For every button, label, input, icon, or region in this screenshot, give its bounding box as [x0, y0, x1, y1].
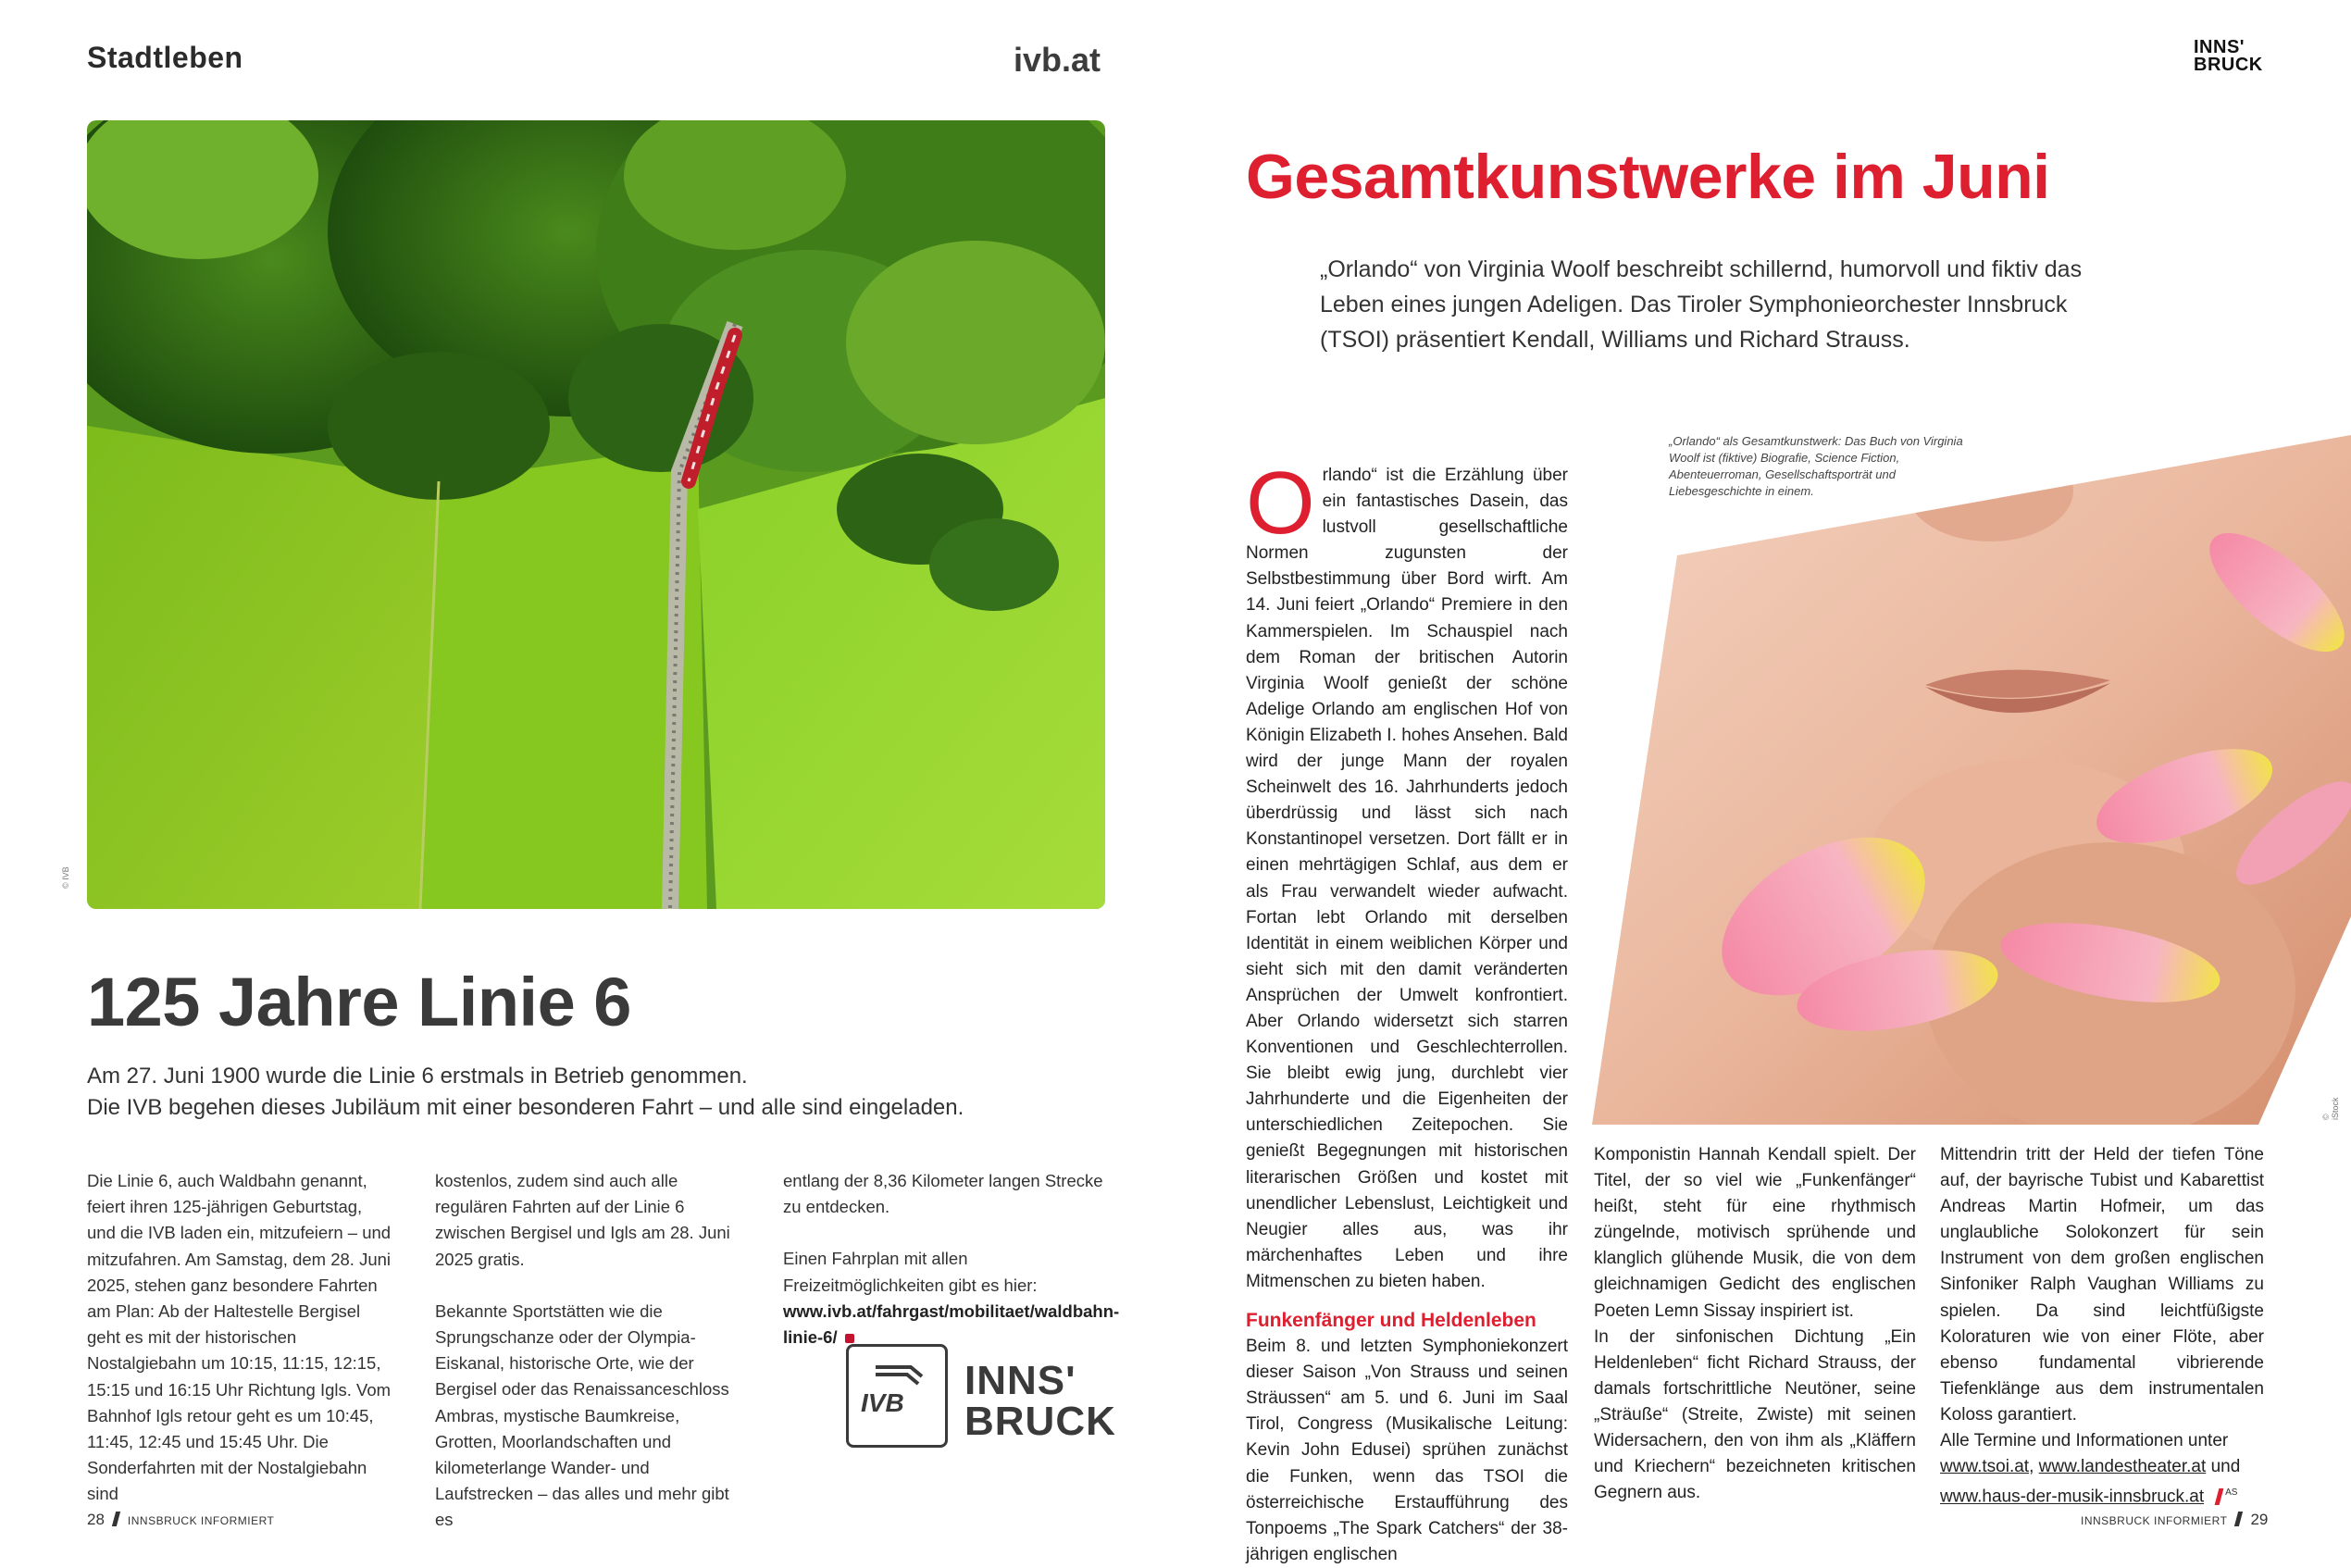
drop-cap: O	[1246, 454, 1315, 553]
left-column-2	[435, 1168, 740, 1534]
photo-credit-right: © iStock	[2321, 1097, 2340, 1120]
page-number-left: 28	[87, 1511, 105, 1528]
section-label: Stadtleben	[87, 41, 243, 74]
timetable-text: Einen Fahrplan mit allen Freizeitmöglichkeiten gibt es hier:	[783, 1249, 1038, 1295]
publication-left: INNSBRUCK INFORMIERT	[127, 1514, 275, 1527]
slash-icon	[112, 1512, 120, 1526]
aerial-train-photo	[87, 120, 1105, 909]
article-title-left: 125 Jahre Linie 6	[87, 964, 631, 1040]
links-line-2	[1940, 1480, 2264, 1510]
publication-right: INNSBRUCK INFORMIERT	[2081, 1514, 2228, 1527]
paragraph: Komponistin Hannah Kendall spielt. Der Titel, der so viel wie „Funkenfänger“ heißt, steht für eine rhythmisch züngelnde, motivisch sprühende und klanglich glühende Musik, die von dem gleichnamigen Gedicht des englischen Poeten Lemn Sissay inspiriert ist.	[1594, 1145, 1916, 1321]
innsbruck-line2: BRUCK	[964, 1399, 1116, 1444]
left-column-1	[87, 1168, 392, 1508]
left-column-3	[783, 1168, 1120, 1350]
logo-line2: BRUCK	[2194, 55, 2263, 75]
right-column-2	[1594, 1142, 1916, 1506]
end-mark-icon	[845, 1334, 854, 1343]
red-slash-icon	[2215, 1488, 2224, 1505]
innsbruck-line1: INNS'	[964, 1358, 1076, 1403]
aerial-train-image	[87, 120, 1105, 909]
paragraph: Beim 8. und letzten Symphoniekonzert dieser Saison „Von Strauss und seinen Sträussen“ am 5. und 6. Juni im Saal Tirol, Congress (Musikalische Leitung: Kevin John Edusei) sprühen zunächst die Funken, wenn das TSOI die österreichische Erstaufführung des Tonpoems „The Spark Catchers“ der 38-jährigen englischen	[1246, 1337, 1568, 1564]
innsbruck-logo-top	[2194, 39, 2263, 74]
logo-line1: INNS'	[2194, 37, 2245, 57]
link-tsoi[interactable]: www.tsoi.at	[1940, 1457, 2030, 1477]
page-number-right: 29	[2250, 1511, 2269, 1528]
footer-right	[2081, 1511, 2268, 1529]
lede-line1: Am 27. Juni 1900 wurde die Linie 6 erstmals in Betrieb genommen.	[87, 1064, 748, 1089]
site-url[interactable]: ivb.at	[1014, 41, 1101, 79]
paragraph: kostenlos, zudem sind auch alle regulären Fahrten auf der Linie 6 zwischen Bergisel und Igls am 28. Juni 2025 gratis.	[435, 1171, 730, 1269]
link-landestheater[interactable]: www.landestheater.at	[2038, 1457, 2207, 1477]
right-column-3	[1940, 1142, 2264, 1511]
paragraph: Bekannte Sportstätten wie die Sprungschanze oder der Olympia-Eiskanal, historische Orte, wie der Bergisel oder das Renaissanceschloss Ambras, mystische Baumkreise, Grotten, Moorlandschaften und kilometerlange Wander- und Laufstrecken – das alles und mehr gibt es	[435, 1300, 729, 1530]
article-title-right: Gesamtkunstwerke im Juni	[1246, 142, 2050, 212]
footer-left	[87, 1511, 274, 1529]
paragraph: In der sinfonischen Dichtung „Ein Heldenleben“ ficht Richard Strauss, der damals fortschrittliche Neutöner, seine „Sträuße“ (Streite, Zwiste) mit seinen Widersachern, den von ihm als „Kläffern und Kriechern“ bezeichneten kritischen Gegnern aus.	[1594, 1326, 1916, 1503]
slash-icon	[2234, 1512, 2243, 1526]
ivb-swoosh-icon	[874, 1363, 929, 1388]
timetable-link[interactable]: www.ivb.at/fahrgast/mobilitaet/waldbahn-linie-6/	[783, 1300, 1120, 1348]
lede-line2: Die IVB begehen dieses Jubiläum mit einer besonderen Fahrt – und alle sind eingeladen.	[87, 1095, 964, 1120]
paragraph: Alle Termine und Informationen unter	[1940, 1431, 2229, 1451]
paragraph: Mittendrin tritt der Held der tiefen Töne auf, der bayrische Tubist und Kabarettist Andreas Martin Hofmeir, um das unglaubliche Solokonzert für sein Instrument von dem großen englischen Sinfoniker Ralph Vaughan Williams zu spielen. Da sind leichtfüßigste Koloraturen wie von einer Flöte, aber ebenso fundamental vibrierende Tiefenklänge aus dem instrumentalen Koloss garantiert.	[1940, 1145, 2264, 1425]
paragraph: Die Linie 6, auch Waldbahn genannt, feiert ihren 125-jährigen Geburtstag, und die IVB laden ein, mitzufeiern – und mitzufahren. Am Samstag, dem 28. Juni 2025, stehen ganz besondere Fahrten am Plan: Ab der Haltestelle Bergisel geht es mit der historischen Nostalgiebahn um 10:15, 11:15, 12:15, 15:15 und 16:15 Uhr Richtung Igls. Vom Bahnhof Igls retour geht es um 10:45, 11:45, 12:45 und 15:45 Uhr. Die Sonderfahrten mit der Nostalgiebahn sind	[87, 1171, 392, 1504]
subheading: Funkenfänger und Heldenleben	[1246, 1310, 1536, 1331]
lede-right: „Orlando“ von Virginia Woolf beschreibt schillernd, humorvoll und fiktiv das Leben eines jungen Adeligen. Das Tiroler Symphonieorchester Innsbruck (TSOI) präsentiert Kendall, Williams und Richard Strauss.	[1320, 256, 2083, 353]
link-haus-der-musik[interactable]: www.haus-der-musik-innsbruck.at	[1940, 1487, 2205, 1507]
photo-caption: „Orlando“ als Gesamtkunstwerk: Das Buch von Virginia Woolf ist (fiktive) Biografie, Science Fiction, Abenteuerroman, Gesellschaftsporträt und Liebesgeschichte in einem.	[1669, 434, 1963, 498]
paragraph	[783, 1246, 1120, 1350]
right-column-1	[1246, 454, 1568, 1568]
paragraph: rlando“ ist die Erzählung über ein fantastisches Dasein, das lustvoll gesellschaftliche Normen zugunsten der Selbstbestimmung über Bord wirft. Am 14. Juni feiert „Orlando“ Premiere in den Kammerspielen. Im Schauspiel nach dem Roman der britischen Autorin Virginia Woolf genießt der schöne Adelige Orlando am englischen Hof von Königin Elizabeth I. hohes Ansehen. Bald wird der junge Mann der royalen Scheinwelt des 16. Jahrhunderts jedoch überdrüssig und lässt sich nach Konstantinopel versetzen. Dort fällt er in einen mehrtägigen Schlaf, aus dem er als Frau verwandelt wieder aufwacht. Fortan lebt Orlando mit derselben Identität in einem weiblichen Körper und sieht sich mit den damit veränderten Ansprüchen der Umwelt konfrontiert. Aber Orlando widersetzt sich starren Konventionen und Geschlechterrollen. Sie bleibt ewig jung, durchlebt vier Jahrhunderte und die Eigenheiten der unterschiedlichen Zeitepochen. Sie genießt Begegnungen mit historischen literarischen Größen und kostet mit unendlicher Lebenslust, Leichtigkeit und Neugier alles aus, was ihr märchenhaftes Leben und ihre Mitmenschen zu bieten haben.	[1246, 466, 1568, 1291]
lede-left	[87, 1061, 1087, 1124]
and-text: und	[2210, 1457, 2241, 1477]
ivb-logo-text: IVB	[861, 1388, 904, 1417]
links-line: www.tsoi.at, www.landestheater.at und	[1940, 1457, 2241, 1477]
paragraph: entlang der 8,36 Kilometer langen Strecke zu entdecken.	[783, 1171, 1103, 1217]
author-initials: AS	[2225, 1487, 2238, 1499]
innsbruck-logo	[964, 1358, 1116, 1444]
photo-credit-left: © IVB	[61, 866, 70, 889]
orlando-face-photo	[1592, 435, 2351, 1125]
